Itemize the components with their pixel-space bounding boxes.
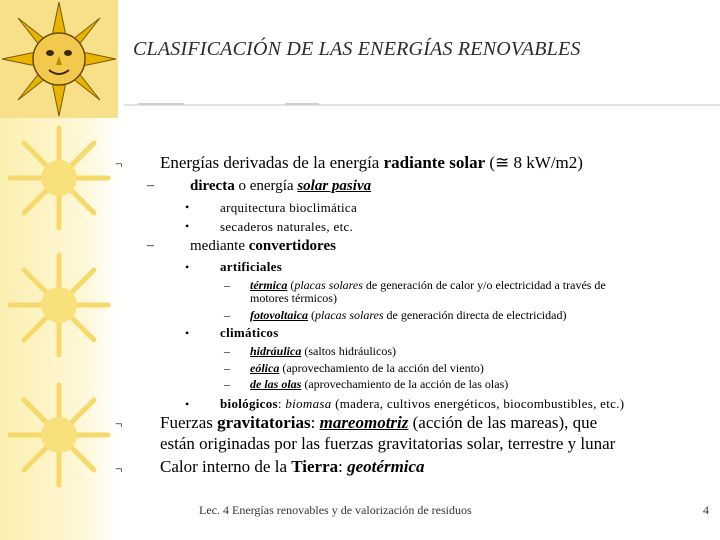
- bullet-marker: –: [224, 308, 230, 322]
- bullet-marker: ¬: [115, 416, 123, 431]
- page-number: 4: [703, 503, 709, 517]
- slide-title: CLASIFICACIÓN DE LAS ENERGÍAS RENOVABLES: [133, 38, 581, 60]
- bullet-marker: –: [224, 278, 230, 292]
- bullet-marker: –: [224, 344, 230, 358]
- title-divider-accent: [138, 103, 184, 105]
- bullet-photovoltaic: fotovoltaica (placas solares de generación directa de electricidad): [250, 308, 567, 322]
- title-divider: [124, 104, 720, 106]
- bullet-natural-dryers: secaderos naturales, etc.: [220, 219, 354, 234]
- bullet-converters: mediante convertidores: [190, 238, 336, 254]
- bullet-gravitational: Fuerzas gravitatorias: mareomotriz (acción de las mareas), que: [160, 413, 598, 432]
- bullet-marker: •: [185, 200, 190, 214]
- bullet-wind: eólica (aprovechamiento de la acción del viento): [250, 361, 484, 375]
- bullet-marker: ¬: [115, 461, 123, 476]
- bullet-waves: de las olas (aprovechamiento de la acción de las olas): [250, 377, 509, 391]
- bullet-marker: ¬: [115, 156, 123, 171]
- bullet-thermal: térmica (placas solares de generación de calor y/o electricidad a través de: [250, 278, 606, 292]
- bullet-marker: –: [224, 377, 230, 391]
- bullet-gravitational-continued: están originadas por las fuerzas gravitatorias solar, terrestre y lunar: [160, 434, 616, 453]
- title-divider-accent: [285, 103, 319, 105]
- sun-face-logo: [0, 0, 118, 118]
- bullet-artificial: artificiales: [220, 259, 283, 274]
- bullet-thermal-continued: motores térmicos): [250, 291, 337, 305]
- bullet-marker: –: [224, 361, 230, 375]
- sun-decoration-icon: [0, 375, 118, 495]
- sun-decoration-icon: [0, 118, 118, 238]
- bullet-marker: •: [185, 326, 190, 340]
- bullet-marker: –: [147, 238, 154, 253]
- bullet-bioclimatic-architecture: arquitectura bioclimática: [220, 200, 358, 215]
- slide-footer: Lec. 4 Energías renovables y de valorización de residuos: [199, 503, 472, 517]
- bullet-marker: •: [185, 397, 190, 411]
- bullet-radiant-solar: Energías derivadas de la energía radiante solar (≅ 8 kW/m2): [160, 153, 583, 172]
- bullet-biological: biológicos: biomasa (madera, cultivos energéticos, biocombustibles, etc.): [220, 396, 625, 411]
- bullet-geothermal: Calor interno de la Tierra: geotérmica: [160, 457, 425, 476]
- bullet-hydraulic: hidráulica (saltos hidráulicos): [250, 344, 397, 358]
- bullet-direct-solar: directa o energía solar pasiva: [190, 178, 372, 194]
- sun-decoration-icon: [0, 245, 118, 365]
- bullet-climatic: climáticos: [220, 325, 279, 340]
- bullet-marker: –: [147, 178, 154, 193]
- bullet-marker: •: [185, 219, 190, 233]
- bullet-marker: •: [185, 260, 190, 274]
